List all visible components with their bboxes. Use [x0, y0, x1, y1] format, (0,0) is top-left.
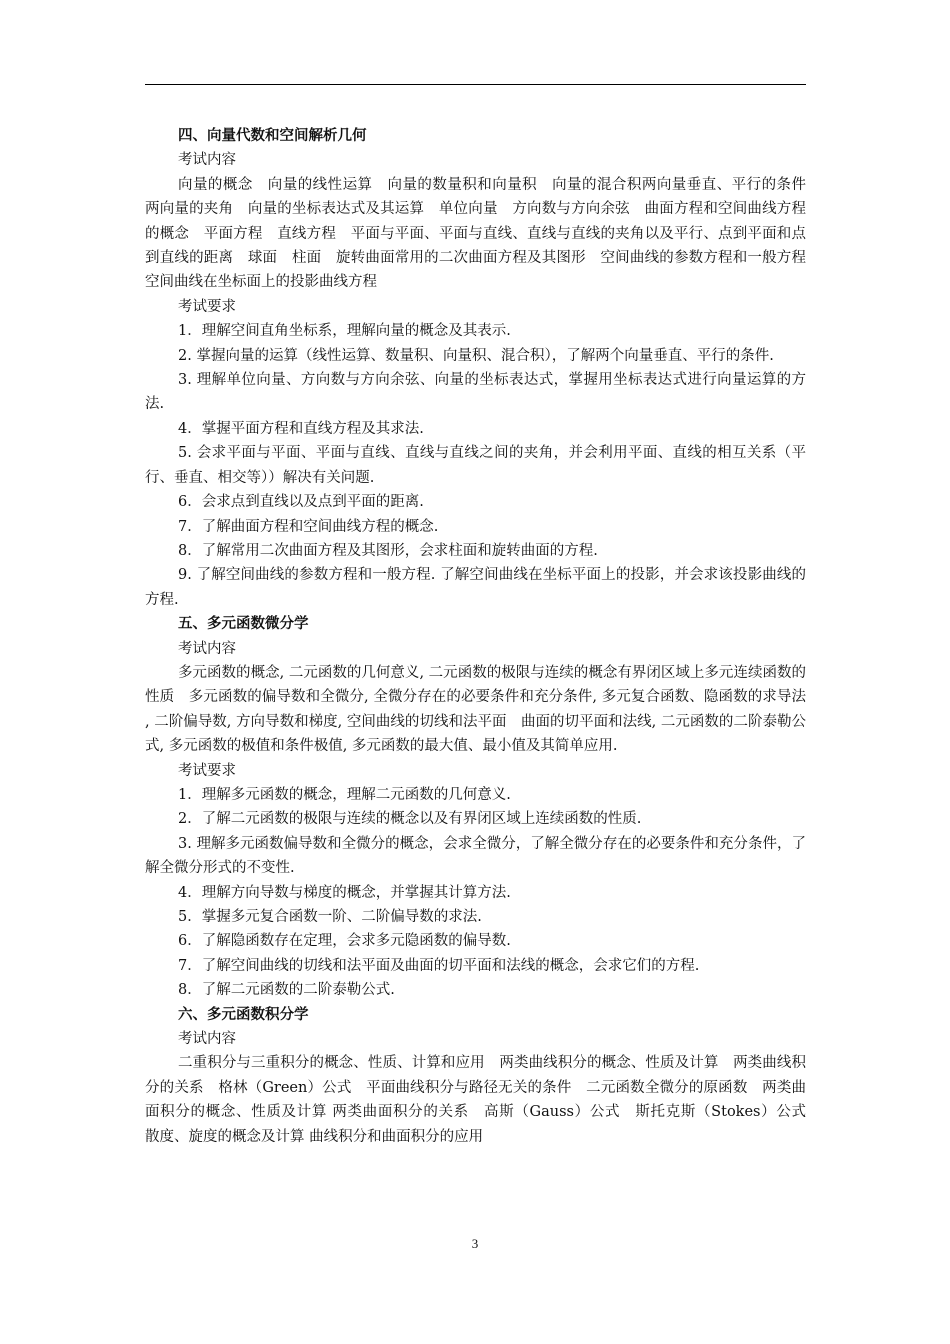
requirement-item: 7．了解曲面方程和空间曲线方程的概念.: [178, 518, 439, 535]
requirement-item: 1．理解空间直角坐标系，理解向量的概念及其表示.: [178, 323, 511, 340]
section-title: 四、向量代数和空间解析几何: [178, 128, 367, 144]
content-heading: 考试内容: [178, 1031, 236, 1048]
requirement-item: 2．了解二元函数的极限与连续的概念以及有界闭区域上连续函数的性质.: [178, 811, 642, 828]
requirement-item: 6．了解隐函数存在定理，会求多元隐函数的偏导数.: [178, 933, 511, 950]
requirements-heading: 考试要求: [178, 298, 236, 315]
page-number: 3: [471, 1236, 479, 1251]
content-paragraph: 二重积分与三重积分的概念、性质、计算和应用 两类曲线积分的概念、性质及计算 两类曲线积分的关系 格林（Green）公式 平面曲线积分与路径无关的条件 二元函数全微分的原函数 两类曲面积分的概念、性质及计算 两类曲面积分的关系 高斯（Gauss）公式 斯托克斯（Stokes）公式 散度、旋度的概念及计算 曲线积分和曲面积分的应用: [145, 1055, 821, 1145]
requirement-item: 1．理解多元函数的概念，理解二元函数的几何意义.: [178, 786, 511, 803]
requirement-item: 4．掌握平面方程和直线方程及其求法.: [178, 420, 424, 437]
requirement-item: 6．会求点到直线以及点到平面的距离.: [178, 494, 424, 511]
content-heading: 考试内容: [178, 152, 236, 169]
requirement-item: 8．了解常用二次曲面方程及其图形，会求柱面和旋转曲面的方程.: [178, 542, 598, 559]
requirement-item: 9. 了解空间曲线的参数方程和一般方程. 了解空间曲线在坐标平面上的投影，并会求该投影曲线的方程.: [145, 567, 806, 608]
requirement-item: 5．掌握多元复合函数一阶、二阶偏导数的求法.: [178, 909, 482, 925]
requirement-item: 5. 会求平面与平面、平面与直线、直线与直线之间的夹角，并会利用平面、直线的相互关系（平行、垂直、相交等））解决有关问题.: [145, 445, 806, 486]
section-title: 六、多元函数积分学: [178, 1006, 309, 1023]
requirement-item: 3. 理解单位向量、方向数与方向余弦、向量的坐标表达式，掌握用坐标表达式进行向量运算的方法.: [145, 372, 806, 413]
page-content: [145, 124, 821, 1149]
content-paragraph: 多元函数的概念, 二元函数的几何意义, 二元函数的极限与连续的概念有界闭区域上多元连续函数的性质 多元函数的偏导数和全微分, 全微分存在的必要条件和充分条件, 多元复合函数、隐函数的求导法 , 二阶偏导数, 方向导数和梯度, 空间曲线的切线和法平面 曲面的切平面和法线, 二元函数的二阶泰勒公式, 多元函数的极值和条件极值, 多元函数的最大值、最小值及其简单应用.: [145, 664, 806, 755]
requirement-item: 7．了解空间曲线的切线和法平面及曲面的切平面和法线的概念，会求它们的方程.: [178, 957, 700, 974]
header-rule: [145, 84, 806, 85]
content-heading: 考试内容: [178, 640, 236, 657]
requirements-heading: 考试要求: [178, 762, 236, 779]
requirement-item: 2. 掌握向量的运算（线性运算、数量积、向量积、混合积），了解两个向量垂直、平行的条件.: [178, 347, 774, 364]
requirement-item: 3. 理解多元函数偏导数和全微分的概念，会求全微分，了解全微分存在的必要条件和充分条件，了解全微分形式的不变性.: [145, 835, 806, 877]
requirement-item: 8．了解二元函数的二阶泰勒公式.: [178, 982, 395, 999]
requirement-item: 4．理解方向导数与梯度的概念，并掌握其计算方法.: [178, 884, 511, 901]
content-paragraph: 向量的概念 向量的线性运算 向量的数量积和向量积 向量的混合积两向量垂直、平行的条件 两向量的夹角 向量的坐标表达式及其运算 单位向量 方向数与方向余弦 曲面方程和空间曲线方程的概念 平面方程 直线方程 平面与平面、平面与直线、直线与直线的夹角以及平行、点到平面和点到直线的距离 球面 柱面 旋转曲面常用的二次曲面方程及其图形 空间曲线的参数方程和一般方程空间曲线在坐标面上的投影曲线方程: [145, 176, 821, 291]
section-title: 五、多元函数微分学: [178, 616, 309, 633]
